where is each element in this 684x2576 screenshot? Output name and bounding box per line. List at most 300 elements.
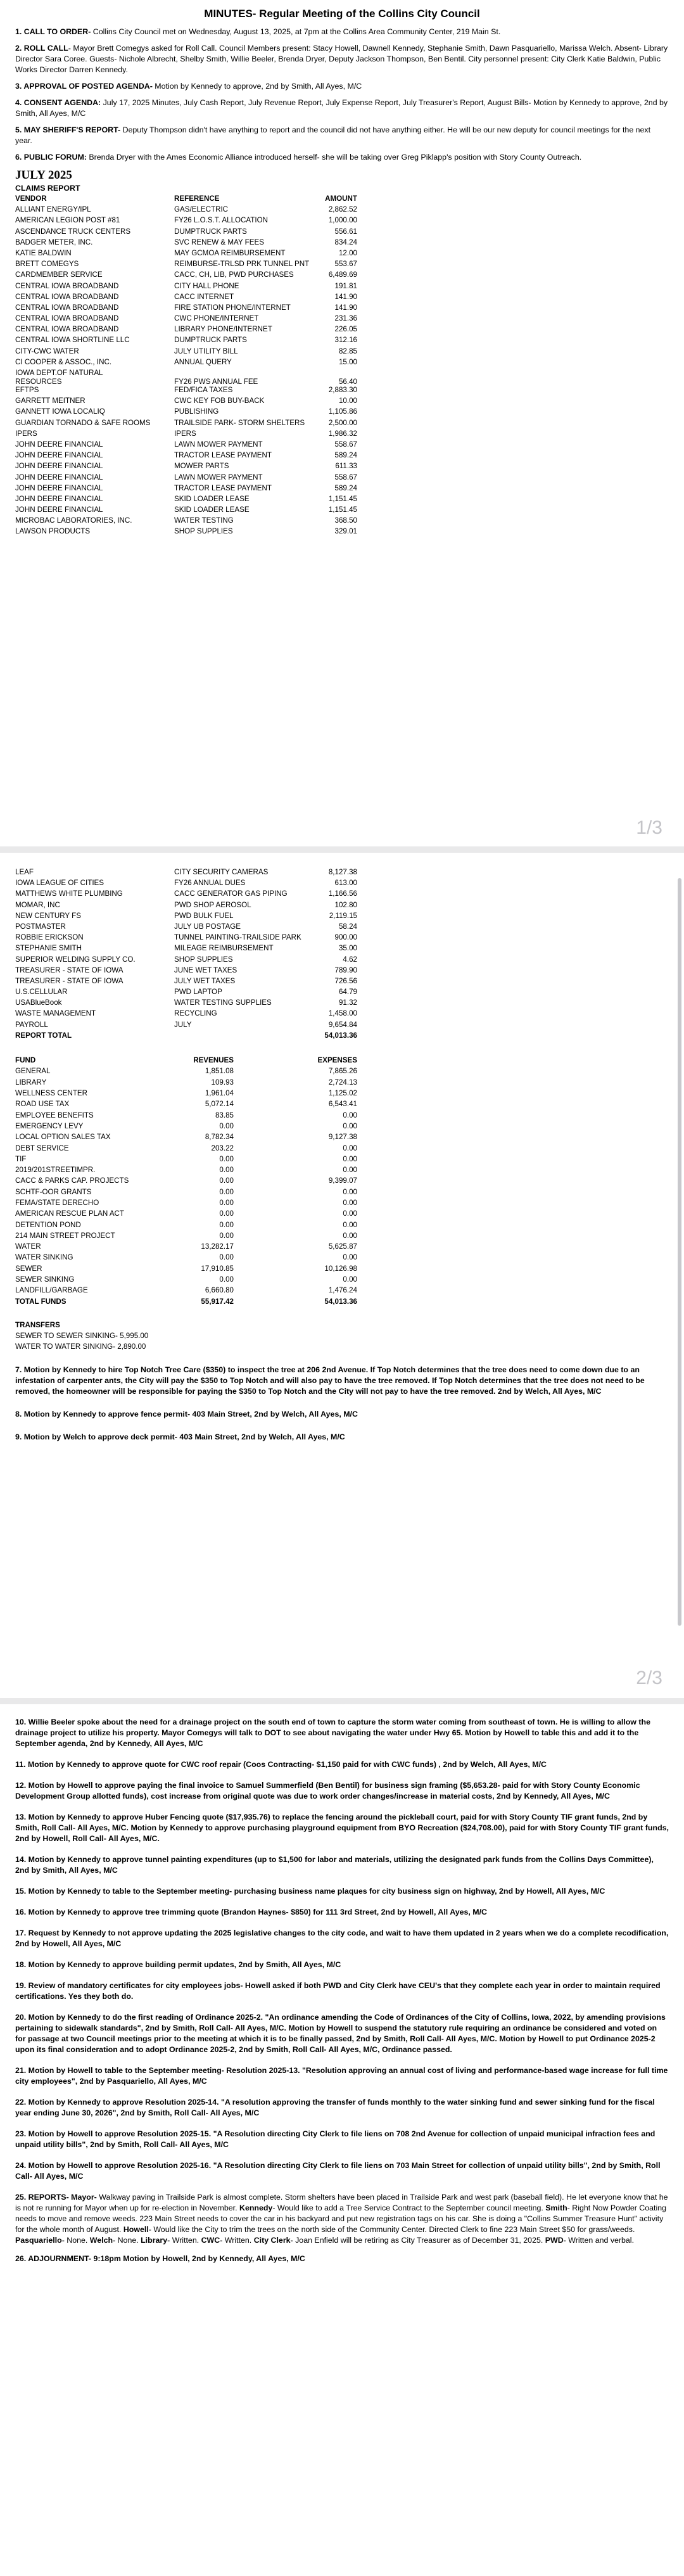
table-row xyxy=(15,495,357,506)
table-row xyxy=(15,1175,357,1186)
claim-vendor: BADGER METER, INC. xyxy=(15,238,93,246)
fund-name: TIF xyxy=(15,1154,27,1163)
claim-amount: 1,151.45 xyxy=(328,494,357,503)
claim-vendor: GUARDIAN TORNADO & SAFE ROOMS xyxy=(15,418,151,427)
claim-vendor: ROBBIE ERICKSON xyxy=(15,933,84,942)
claim-amount: 1,986.32 xyxy=(328,429,357,438)
claim-amount: 231.36 xyxy=(334,314,357,323)
claim-reference: TRAILSIDE PARK- STORM SHELTERS xyxy=(174,418,305,427)
claim-reference: MAY GCMOA REIMBURSEMENT xyxy=(174,248,286,257)
claim-amount: 82.85 xyxy=(338,347,357,355)
motion-item: 11. Motion by Kennedy to approve quote for CWC roof repair (Coos Contracting- $1,150 paid for with CWC funds) , 2nd by Welch, All Ayes, M/C xyxy=(15,1760,547,1769)
claim-amount: 35.00 xyxy=(338,944,357,953)
claim-amount: 4.62 xyxy=(343,955,357,964)
document-page-3 xyxy=(0,1704,684,2576)
claim-reference: FY26 ANNUAL DUES xyxy=(174,879,246,888)
table-row xyxy=(15,249,357,260)
fund-revenues: 6,660.80 xyxy=(205,1286,234,1295)
fund-name: GENERAL xyxy=(15,1067,51,1076)
table-row xyxy=(15,966,357,977)
table-row xyxy=(15,293,357,303)
fund-name: WATER SINKING xyxy=(15,1253,73,1262)
table-row xyxy=(15,1252,357,1263)
claim-amount: 141.90 xyxy=(334,303,357,312)
item-roll-call: 2. ROLL CALL- Mayor Brett Comegys asked for Roll Call. Council Members present: Stacy Howell, Dawnell Kennedy, Stephanie Smith, Dawn Pasquariello, Marissa Welch. Absent- Library Director Sara Coree. Guests- Nichole Albrecht, Shelby Smith, Willie Beeler, Brenda Dryer, Deputy Jackson Thompson, Ben Bentil. City personnel present: City Clerk Katie Baldwin, Public Works Director Darren Kennedy. xyxy=(15,44,668,74)
table-row xyxy=(15,227,357,238)
table-row xyxy=(15,1154,357,1164)
claim-vendor: JOHN DEERE FINANCIAL xyxy=(15,462,103,471)
document-page-1 xyxy=(0,0,684,846)
fund-revenues: 17,910.85 xyxy=(201,1264,234,1273)
claim-amount: 1,105.86 xyxy=(328,407,357,416)
motion-item: 12. Motion by Howell to approve paying the final invoice to Samuel Summerfield (Ben Bentil) for business sign framing ($5,653.28- paid for with Story County Economic Development Group allotted funds), cost increase from original quote was due to work order changes/increase in material costs, 2nd by Kennedy, All Ayes, M/C xyxy=(15,1781,640,1801)
claim-reference: JULY UB POSTAGE xyxy=(174,922,241,931)
table-row xyxy=(15,1132,357,1142)
item-agenda: 3. APPROVAL OF POSTED AGENDA- Motion by Kennedy to approve, 2nd by Smith, All Ayes, M/C xyxy=(15,82,362,91)
claim-reference: CACC INTERNET xyxy=(174,292,234,301)
table-row xyxy=(15,430,357,440)
fund-revenues: 1,961.04 xyxy=(205,1089,234,1098)
claim-amount: 2,862.52 xyxy=(328,205,357,214)
claim-amount: 8,127.38 xyxy=(328,868,357,876)
claim-reference: LIBRARY PHONE/INTERNET xyxy=(174,325,272,334)
fund-name: FEMA/STATE DERECHO xyxy=(15,1199,99,1207)
claim-amount: 553.67 xyxy=(334,260,357,269)
claim-vendor: IOWA LEAGUE OF CITIES xyxy=(15,879,104,888)
motion-item: 13. Motion by Kennedy to approve Huber Fencing quote ($17,935.76) to replace the fencing around the pickleball court, paid for with Story County TIF grant funds, 2nd by Smith, Roll Call- All Ayes, M/C. Motion by Kennedy to approve purchasing playground equipment from BYO Recreation ($24,708.00), paid for with Story County TIF grant funds, 2nd by Howell, Roll Call- All Ayes, M/C. xyxy=(15,1813,669,1843)
table-row xyxy=(15,901,357,912)
fund-revenues: 0.00 xyxy=(219,1253,234,1262)
fund-expenses: 0.00 xyxy=(343,1209,357,1218)
claim-vendor: LEAF xyxy=(15,868,34,876)
claim-reference: TRACTOR LEASE PAYMENT xyxy=(174,483,272,492)
claim-amount: 191.81 xyxy=(334,281,357,290)
claim-reference: CACC, CH, LIB, PWD PURCHASES xyxy=(174,271,294,279)
fund-expenses: 0.00 xyxy=(343,1220,357,1229)
item-sheriff-report: 5. MAY SHERIFF'S REPORT- Deputy Thompson didn't have anything to report and the council did not have anything either. He will be our new deputy for council meetings for the next year. xyxy=(15,125,651,145)
fund-expenses: 9,127.38 xyxy=(328,1133,357,1142)
fund-expenses: 5,625.87 xyxy=(328,1242,357,1251)
claim-reference: TRACTOR LEASE PAYMENT xyxy=(174,451,272,460)
claim-reference: WATER TESTING xyxy=(174,516,234,525)
reference-header: REFERENCE xyxy=(174,194,220,203)
table-row xyxy=(15,216,357,227)
claim-amount: 1,151.45 xyxy=(328,506,357,514)
table-row xyxy=(15,889,357,900)
claim-vendor: EFTPS xyxy=(15,386,39,394)
claim-vendor: MATTHEWS WHITE PLUMBING xyxy=(15,889,123,898)
claim-vendor: JOHN DEERE FINANCIAL xyxy=(15,506,103,514)
claim-amount: 12.00 xyxy=(338,248,357,257)
page-title: MINUTES- Regular Meeting of the Collins City Council xyxy=(204,8,480,20)
claim-reference: CWC PHONE/INTERNET xyxy=(174,314,259,323)
claim-amount: 726.56 xyxy=(334,976,357,985)
table-row xyxy=(15,1088,357,1099)
claim-vendor: GANNETT IOWA LOCALIQ xyxy=(15,407,105,416)
table-row xyxy=(15,1285,357,1296)
claim-reference: SVC RENEW & MAY FEES xyxy=(174,238,264,246)
claim-vendor: STEPHANIE SMITH xyxy=(15,944,82,953)
fund-revenues: 13,282.17 xyxy=(201,1242,234,1251)
fund-expenses: 10,126.98 xyxy=(324,1264,357,1273)
fund-expenses: 2,724.13 xyxy=(328,1078,357,1087)
report-total-amount: 54,013.36 xyxy=(324,1031,357,1040)
page-number-indicator: 2/3 xyxy=(636,1667,662,1688)
table-row xyxy=(15,1230,357,1241)
claim-reference: PUBLISHING xyxy=(174,407,219,416)
claims-table-continued xyxy=(15,868,357,1042)
table-row xyxy=(15,1077,357,1088)
claim-amount: 558.67 xyxy=(334,473,357,481)
claim-vendor: CENTRAL IOWA BROADBAND xyxy=(15,325,119,334)
claim-amount: 1,000.00 xyxy=(328,216,357,225)
claim-reference: PWD SHOP AEROSOL xyxy=(174,900,251,909)
claims-report-title: CLAIMS REPORT xyxy=(15,184,80,193)
table-row xyxy=(15,462,357,473)
table-row xyxy=(15,988,357,998)
fund-name: LANDFILL/GARBAGE xyxy=(15,1286,88,1295)
table-row xyxy=(15,347,357,358)
claim-vendor: ASCENDANCE TRUCK CENTERS xyxy=(15,227,131,236)
claim-reference: CWC KEY FOB BUY-BACK xyxy=(174,397,265,405)
claim-amount: 58.24 xyxy=(338,922,357,931)
fund-name: SEWER xyxy=(15,1264,42,1273)
motion-item: 7. Motion by Kennedy to hire Top Notch Tree Care ($350) to inspect the tree at 206 2nd Avenue. If Top Notch determines that the tree does need to come down due to an infestation of carpenter ants, the City will pay the $350 to Top Notch and will also pay to have the tree removed. If Top Notch determines that the tree does not need to be removed, the homeowner will be responsible for paying the $350 to Top Notch and the City will not pay to have the tree removed. 2nd by Welch, All Ayes, M/C xyxy=(15,1365,645,1396)
fund-expenses: 0.00 xyxy=(343,1111,357,1119)
fund-name: LIBRARY xyxy=(15,1078,47,1087)
vendor-header: VENDOR xyxy=(15,194,47,203)
claim-vendor: IOWA DEPT.OF NATURAL RESOURCES xyxy=(15,369,103,386)
claim-amount: 834.24 xyxy=(334,238,357,246)
fund-revenues: 1,851.08 xyxy=(205,1067,234,1076)
fund-revenues: 0.00 xyxy=(219,1166,234,1175)
fund-revenues: 203.22 xyxy=(211,1144,234,1152)
claim-amount: 1,166.56 xyxy=(328,889,357,898)
funds-total-expenses: 54,013.36 xyxy=(324,1297,357,1306)
claim-amount: 900.00 xyxy=(334,933,357,942)
fund-expenses: 0.00 xyxy=(343,1231,357,1240)
table-row xyxy=(15,336,357,347)
item-consent-agenda: 4. CONSENT AGENDA: July 17, 2025 Minutes, July Cash Report, July Revenue Report, July Expense Report, July Treasurer's Report, August Bills- Motion by Kennedy to approve, 2nd by Smith, All Ayes, M/C xyxy=(15,98,668,118)
fund-name: ROAD USE TAX xyxy=(15,1100,70,1109)
table-row xyxy=(15,451,357,462)
funds-total-revenues: 55,917.42 xyxy=(201,1297,234,1306)
claim-amount: 226.05 xyxy=(334,325,357,334)
claim-reference: REIMBURSE-TRLSD PRK TUNNEL PNT xyxy=(174,260,310,269)
funds-header-row xyxy=(15,1055,357,1066)
claim-reference: TUNNEL PAINTING-TRAILSIDE PARK xyxy=(174,933,301,942)
claim-amount: 10.00 xyxy=(338,397,357,405)
claim-vendor: CI COOPER & ASSOC., INC. xyxy=(15,357,112,366)
claim-reference: IPERS xyxy=(174,429,196,438)
fund-revenues: 0.00 xyxy=(219,1121,234,1130)
claim-amount: 2,883.30 xyxy=(328,386,357,394)
claim-reference: SKID LOADER LEASE xyxy=(174,506,250,514)
table-row xyxy=(15,484,357,495)
fund-revenues: 0.00 xyxy=(219,1154,234,1163)
claim-reference: FY26 L.O.S.T. ALLOCATION xyxy=(174,216,268,225)
motion-item: 9. Motion by Welch to approve deck permit- 403 Main Street, 2nd by Welch, All Ayes, M/C xyxy=(15,1432,345,1441)
table-row xyxy=(15,868,357,879)
claim-amount: 64.79 xyxy=(338,988,357,997)
fund-name: AMERICAN RESCUE PLAN ACT xyxy=(15,1209,125,1218)
claim-reference: GAS/ELECTRIC xyxy=(174,205,229,214)
motion-item: 14. Motion by Kennedy to approve tunnel painting expenditures (up to $1,500 for labor and materials, utilizing the designated park funds from the Collins Days Committee), 2nd by Smith, All Ayes, M/C xyxy=(15,1855,654,1875)
table-row xyxy=(15,358,357,369)
table-row xyxy=(15,1197,357,1208)
table-row xyxy=(15,407,357,418)
claim-reference: FED/FICA TAXES xyxy=(174,386,233,394)
fund-name: 214 MAIN STREET PROJECT xyxy=(15,1231,115,1240)
claim-amount: 556.61 xyxy=(334,227,357,236)
fund-expenses: 0.00 xyxy=(343,1253,357,1262)
claim-vendor: JOHN DEERE FINANCIAL xyxy=(15,440,103,449)
table-row xyxy=(15,1263,357,1274)
fund-expenses: 7,865.26 xyxy=(328,1067,357,1076)
scrollbar[interactable] xyxy=(678,878,681,1626)
claim-amount: 9,654.84 xyxy=(328,1020,357,1029)
report-total-label: REPORT TOTAL xyxy=(15,1031,72,1040)
fund-expenses: 0.00 xyxy=(343,1187,357,1196)
fund-revenues: 0.00 xyxy=(219,1209,234,1218)
claim-reference: MILEAGE REIMBURSEMENT xyxy=(174,944,274,953)
document-page-2 xyxy=(0,853,684,1698)
fund-expenses: 0.00 xyxy=(343,1154,357,1163)
claim-vendor: PAYROLL xyxy=(15,1020,48,1029)
claim-reference: LAWN MOWER PAYMENT xyxy=(174,440,263,449)
motion-item: 22. Motion by Kennedy to approve Resolution 2025-14. "A resolution approving the transfer of funds monthly to the water sinking fund and sewer sinking fund for the fiscal year ending June 30, 2026", 2nd by Smith, Roll Call- All Ayes, M/C xyxy=(15,2098,655,2117)
claim-amount: 589.24 xyxy=(334,483,357,492)
funds-table xyxy=(15,1055,357,1307)
motion-item: 24. Motion by Howell to approve Resolution 2025-16. "A Resolution directing City Clerk to file liens on 703 Main Street for collection of unpaid utility bills", 2nd by Smith, Roll Call- All Ayes, M/C xyxy=(15,2161,661,2181)
fund-name: EMPLOYEE BENEFITS xyxy=(15,1111,94,1119)
claim-vendor: KATIE BALDWIN xyxy=(15,248,72,257)
transfer-line: SEWER TO SEWER SINKING- 5,995.00 xyxy=(15,1331,149,1340)
claim-amount: 141.90 xyxy=(334,292,357,301)
motion-item: 21. Motion by Howell to table to the September meeting- Resolution 2025-13. "Resolution approving an annual cost of living and performance-based wage increase for full time city employees", 2nd by Pasquariello, All Ayes, M/C xyxy=(15,2066,668,2086)
table-row xyxy=(15,516,357,527)
claim-reference: MOWER PARTS xyxy=(174,462,229,471)
claim-amount: 312.16 xyxy=(334,336,357,345)
table-row xyxy=(15,527,357,538)
fund-revenues: 0.00 xyxy=(219,1275,234,1284)
table-row xyxy=(15,912,357,922)
table-row xyxy=(15,419,357,430)
claim-amount: 1,458.00 xyxy=(328,1009,357,1018)
claim-amount: 789.90 xyxy=(334,966,357,974)
fund-name: SEWER SINKING xyxy=(15,1275,75,1284)
fund-revenues: 0.00 xyxy=(219,1231,234,1240)
motions-list-continued xyxy=(15,1717,669,2182)
table-row xyxy=(15,977,357,988)
claim-reference: FIRE STATION PHONE/INTERNET xyxy=(174,303,291,312)
claim-reference: FY26 PWS ANNUAL FEE xyxy=(174,378,258,386)
claim-vendor: JOHN DEERE FINANCIAL xyxy=(15,473,103,481)
table-row xyxy=(15,386,357,397)
claim-amount: 368.50 xyxy=(334,516,357,525)
claim-reference: JULY xyxy=(174,1020,192,1029)
fund-revenues: 8,782.34 xyxy=(205,1133,234,1142)
claim-vendor: BRETT COMEGYS xyxy=(15,260,79,269)
claim-reference: PWD BULK FUEL xyxy=(174,911,234,920)
claim-vendor: U.S.CELLULAR xyxy=(15,988,68,997)
claim-amount: 613.00 xyxy=(334,879,357,888)
fund-revenues: 83.85 xyxy=(215,1111,234,1119)
table-row xyxy=(15,1274,357,1285)
item-call-to-order: 1. CALL TO ORDER- Collins City Council met on Wednesday, August 13, 2025, at 7pm at the Collins Area Community Center, 219 Main St. xyxy=(15,27,501,36)
claim-vendor: CENTRAL IOWA BROADBAND xyxy=(15,281,119,290)
claim-vendor: JOHN DEERE FINANCIAL xyxy=(15,494,103,503)
fund-revenues: 0.00 xyxy=(219,1220,234,1229)
table-row xyxy=(15,325,357,336)
claim-amount: 91.32 xyxy=(338,998,357,1007)
claim-vendor: NEW CENTURY FS xyxy=(15,911,81,920)
fund-expenses: 6,543.41 xyxy=(328,1100,357,1109)
claim-amount: 611.33 xyxy=(335,462,357,471)
claim-amount: 56.40 xyxy=(338,378,357,386)
claim-vendor: CITY-CWC WATER xyxy=(15,347,79,355)
table-row xyxy=(15,1009,357,1020)
table-row xyxy=(15,260,357,271)
claim-vendor: MICROBAC LABORATORIES, INC. xyxy=(15,516,132,525)
table-row xyxy=(15,998,357,1009)
fund-expenses: 0.00 xyxy=(343,1121,357,1130)
claim-reference: SKID LOADER LEASE xyxy=(174,494,250,503)
table-row xyxy=(15,314,357,325)
fund-name: EMERGENCY LEVY xyxy=(15,1121,84,1130)
claim-reference: CACC GENERATOR GAS PIPING xyxy=(174,889,288,898)
item-reports: 25. REPORTS- Mayor- Walkway paving in Trailside Park is almost complete. Storm shelters have been placed in Trailside Park and west park (baseball field). He let everyone know that he is not re running for Mayor when up for re-election in November. Kennedy- Would like to add a Tree Service Contract to the September council meeting. Smith- Right Now Powder Coating needs to move and remove weeds. 223 Main Street needs to cover the car in his backyard and put new registration tags on his car. She is doing a "Collins Summer Treasure Hunt" activity for the whole month of August. Howell- Would like the City to trim the trees on the north side of the Community Center. Directed Clerk to fine 223 Main Street $50 for grass/weeds. Pasquariello- None. Welch- None. Library- Written. CWC- Written. City Clerk- Joan Enfield will be retiring as City Treasurer as of December 31, 2025. PWD- Written and verbal. xyxy=(15,2193,668,2245)
claim-vendor: LAWSON PRODUCTS xyxy=(15,527,91,536)
claim-vendor: IPERS xyxy=(15,429,37,438)
table-row xyxy=(15,238,357,249)
claim-vendor: JOHN DEERE FINANCIAL xyxy=(15,483,103,492)
claim-vendor: CARDMEMBER SERVICE xyxy=(15,271,103,279)
fund-revenues: 5,072.14 xyxy=(205,1100,234,1109)
table-row xyxy=(15,1142,357,1153)
table-row xyxy=(15,1099,357,1109)
fund-revenues: 109.93 xyxy=(211,1078,234,1087)
claim-reference: SHOP SUPPLIES xyxy=(174,527,233,536)
fund-name: LOCAL OPTION SALES TAX xyxy=(15,1133,111,1142)
claim-vendor: CENTRAL IOWA SHORTLINE LLC xyxy=(15,336,130,345)
claim-amount: 6,489.69 xyxy=(328,271,357,279)
claim-vendor: MOMAR, INC xyxy=(15,900,60,909)
motion-item: 15. Motion by Kennedy to table to the September meeting- purchasing business name plaques for city business sign on highway, 2nd by Howell, All Ayes, M/C xyxy=(15,1887,605,1896)
table-row xyxy=(15,933,357,944)
table-row xyxy=(15,205,357,216)
claim-amount: 15.00 xyxy=(338,357,357,366)
motion-item: 19. Review of mandatory certificates for city employees jobs- Howell asked if both PWD and City Clerk have CEU's that they complete each year in order to maintain required certifications. Yes they both do. xyxy=(15,1981,661,2001)
month-heading: JULY 2025 xyxy=(15,169,72,182)
fund-revenues: 0.00 xyxy=(219,1176,234,1185)
fund-expenses: 0.00 xyxy=(343,1166,357,1175)
motion-item: 17. Request by Kennedy to not approve updating the 2025 legislative changes to the city code, and wait to have them updated in 2 years when we do a complete recodification, 2nd by Howell, All Ayes, M/C xyxy=(15,1929,669,1948)
motions-list xyxy=(15,1365,669,1443)
claims-table xyxy=(15,194,357,539)
claim-amount: 558.67 xyxy=(334,440,357,449)
claim-vendor: AMERICAN LEGION POST #81 xyxy=(15,216,120,225)
claim-reference: DUMPTRUCK PARTS xyxy=(174,336,247,345)
table-row xyxy=(15,440,357,451)
claim-reference: LAWN MOWER PAYMENT xyxy=(174,473,263,481)
expenses-header: EXPENSES xyxy=(317,1056,357,1065)
funds-total-label: TOTAL FUNDS xyxy=(15,1297,66,1306)
table-row xyxy=(15,1066,357,1076)
report-total-row xyxy=(15,1031,357,1042)
amount-header: AMOUNT xyxy=(325,194,357,203)
motion-item: 16. Motion by Kennedy to approve tree trimming quote (Brandon Haynes- $850) for 111 3rd Street, 2nd by Howell, All Ayes, M/C xyxy=(15,1908,487,1916)
table-row xyxy=(15,1121,357,1132)
fund-name: 2019/201STREETIMPR. xyxy=(15,1166,96,1175)
claim-vendor: WASTE MANAGEMENT xyxy=(15,1009,96,1018)
motion-item: 23. Motion by Howell to approve Resolution 2025-15. "A Resolution directing City Clerk to file liens on 708 2nd Avenue for collection of unpaid municipal infraction fees and unpaid utility bills", 2nd by Smith, Roll Call- All Ayes, M/C xyxy=(15,2129,656,2149)
page-number-indicator: 1/3 xyxy=(636,817,662,838)
claim-vendor: GARRETT MEITNER xyxy=(15,397,86,405)
table-row xyxy=(15,506,357,516)
claim-vendor: CENTRAL IOWA BROADBAND xyxy=(15,314,119,323)
table-row xyxy=(15,1187,357,1197)
fund-revenues: 0.00 xyxy=(219,1187,234,1196)
claim-reference: DUMPTRUCK PARTS xyxy=(174,227,247,236)
fund-name: WATER xyxy=(15,1242,41,1251)
fund-name: DEBT SERVICE xyxy=(15,1144,69,1152)
item-public-forum: 6. PUBLIC FORUM: Brenda Dryer with the Ames Economic Alliance introduced herself- she will be taking over Greg Piklapp's position with Story County Outreach. xyxy=(15,153,582,162)
claim-vendor: TREASURER - STATE OF IOWA xyxy=(15,976,124,985)
fund-name: DETENTION POND xyxy=(15,1220,81,1229)
table-row xyxy=(15,1241,357,1252)
claim-reference: CITY HALL PHONE xyxy=(174,281,239,290)
fund-expenses: 1,125.02 xyxy=(328,1089,357,1098)
claim-vendor: ALLIANT ENERGY/IPL xyxy=(15,205,91,214)
table-row xyxy=(15,879,357,889)
table-row xyxy=(15,303,357,314)
claim-vendor: SUPERIOR WELDING SUPPLY CO. xyxy=(15,955,136,964)
fund-expenses: 0.00 xyxy=(343,1199,357,1207)
claims-header-row xyxy=(15,194,357,205)
table-row xyxy=(15,1021,357,1031)
table-row xyxy=(15,922,357,933)
claim-vendor: CENTRAL IOWA BROADBAND xyxy=(15,303,119,312)
claim-amount: 329.01 xyxy=(334,527,357,536)
table-row xyxy=(15,397,357,407)
motion-item: 20. Motion by Kennedy to do the first reading of Ordinance 2025-2. "An ordinance amending the Code of Ordinances of the City of Collins, Iowa, 2022, by amending provisions pertaining to sidewalk standards", 2nd by Smith, Roll Call- All Ayes, M/C. Motion by Howell to suspend the statutory rule requiring an ordinance be considered and voted on for passage at two Council meetings prior to the meeting at which it is to be finally passed, 2nd by Smith, Roll Call- All Ayes, M/C. Motion by Howell to put Ordinance 2025-2 upon its final consideration and to adopt Ordinance 2025-2, 2nd by Smith, Roll Call- All Ayes, M/C, Ordinance passed. xyxy=(15,2013,666,2054)
motion-item: 10. Willie Beeler spoke about the need for a drainage project on the south end of town to capture the storm water coming from southeast of town. He is willing to allow the drainage project to utilize his property. Mayor Comegys will talk to DOT to see about navigating the water under Hwy 65. Motion by Howell to table this and add it to the September agenda, 2nd by Kennedy, All Ayes, M/C xyxy=(15,1718,650,1748)
claim-reference: SHOP SUPPLIES xyxy=(174,955,233,964)
fund-expenses: 0.00 xyxy=(343,1275,357,1284)
fund-name: CACC & PARKS CAP. PROJECTS xyxy=(15,1176,129,1185)
table-row xyxy=(15,955,357,966)
table-row xyxy=(15,271,357,281)
table-row xyxy=(15,369,357,386)
claim-reference: JULY UTILITY BILL xyxy=(174,347,238,355)
table-row xyxy=(15,1164,357,1175)
claim-amount: 2,119.15 xyxy=(329,911,357,920)
claim-amount: 589.24 xyxy=(334,451,357,460)
claim-vendor: USABlueBook xyxy=(15,998,62,1007)
table-row xyxy=(15,1109,357,1120)
fund-expenses: 9,399.07 xyxy=(328,1176,357,1185)
claim-reference: CITY SECURITY CAMERAS xyxy=(174,868,269,876)
table-row xyxy=(15,1219,357,1230)
fund-expenses: 1,476.24 xyxy=(328,1286,357,1295)
fund-header: FUND xyxy=(15,1056,36,1065)
table-row xyxy=(15,473,357,484)
claim-reference: JULY WET TAXES xyxy=(174,976,236,985)
claim-vendor: POSTMASTER xyxy=(15,922,66,931)
claim-amount: 102.80 xyxy=(334,900,357,909)
table-row xyxy=(15,944,357,955)
